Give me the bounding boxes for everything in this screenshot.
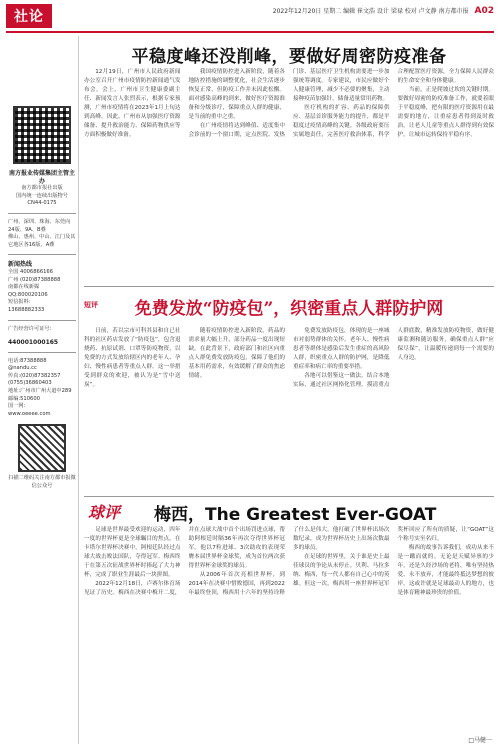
paragraph: 当前，正是爬坡过坎的关键时期。要做好周密的防疫准备工作，就要着眼于平稳度峰，把有限的医疗资源用在最需要的地方，让重症患者得到及时救治，让老人儿童等重点人群得到有效保护，让城市运转保持平稳有序。 bbox=[397, 87, 494, 138]
paragraph: 各地可以借鉴这一做法，结合本地实际，通过社区网格化管理，摸清重点人群底数，精准发放防疫物资，做好健康监测和随访服务，确保重点人群“应保尽保”，让温暖传递到每一个需要的人身边。 bbox=[293, 328, 494, 388]
paragraph: 足球是世界最受欢迎的运动，四年一度的世界杯更是全球瞩目的焦点。在卡塔尔世界杯决赛中，阿根廷队经过点球大战击败法国队，夺得冠军。梅西终于在第五次征战世界杯时捧起了大力神杯，完成了职业生涯最后一块拼图。 bbox=[84, 527, 181, 578]
section-divider bbox=[84, 286, 494, 287]
hotline-line: 13688882333 bbox=[8, 306, 45, 313]
article-3-kicker: 球评 bbox=[88, 503, 121, 522]
article-1-title: 平稳度峰还没削峰，要做好周密防疫准备 bbox=[131, 47, 447, 67]
section-divider bbox=[84, 496, 494, 497]
contact-line: @nandu.cc bbox=[8, 365, 37, 372]
article-2-title: 免费发放“防疫包”，织密重点人群防护网 bbox=[134, 299, 444, 319]
contact-line: 传真:(020)87382357 bbox=[8, 372, 61, 379]
cn-line: 国内统一连续出版物号 CN44-0175 bbox=[16, 192, 68, 207]
paragraph: 在足球的世界里，关于谁是史上最佳球员的争论从未停止。贝利、马拉多纳、梅西，每一代人都有自己心中的英雄。但这一次，梅西用一座世界杯冠军奖杯回应了所有的质疑，让“GOAT”这个称号实至名归。 bbox=[293, 527, 494, 587]
dateline bbox=[273, 6, 494, 16]
header-rule bbox=[6, 31, 494, 33]
date-text: 2022年12月20日 星期二 编辑 崔文浩 设计 梁禄 校对 卢文静 南方都市报 bbox=[272, 8, 469, 15]
hotline-line: 广州 (020)87388888 bbox=[8, 276, 61, 283]
article-3-byline: □马健一 bbox=[468, 737, 492, 744]
article-2-body bbox=[84, 327, 494, 487]
hotline-title: 新闻热线 bbox=[8, 261, 33, 269]
paragraph: 免费发放防疫包，体现的是一座城市对弱势群体的关怀。老年人、慢性病患者等群体是感染后发生重症的高风险人群，织密重点人群的防护网，是降低重症率和病亡率的重要举措。 bbox=[293, 328, 390, 370]
section-logo: 社论 bbox=[6, 4, 52, 28]
hotline-info bbox=[6, 261, 78, 314]
article-1-body bbox=[84, 68, 494, 140]
article-3-title: 梅西，The Greatest Ever-GOAT bbox=[154, 505, 437, 525]
divider bbox=[8, 352, 76, 353]
wechat-qr-icon bbox=[18, 424, 66, 472]
paragraph: 梅西的故事告诉我们，成功从来不是一蹴而就的。无论是天赋异禀的少年，还是久经沙场的老将，唯有坚持热爱、永不放弃，才能最终抵达梦想的彼岸。这或许就是足球最动人的地方，也是体育精神最珍贵的价值。 bbox=[397, 545, 494, 596]
qr-code-icon bbox=[13, 106, 71, 164]
publisher-info bbox=[6, 170, 78, 208]
article-3-body bbox=[84, 526, 494, 742]
article-2 bbox=[84, 290, 494, 492]
contact-line: 邮编:510600 bbox=[8, 395, 40, 402]
divider bbox=[8, 213, 76, 214]
hotline-line: 短信报料: bbox=[8, 299, 31, 306]
divider bbox=[8, 254, 76, 255]
page-header bbox=[0, 0, 500, 34]
article-1 bbox=[84, 68, 494, 283]
hotline-line: 南都在线新媒QQ:800020106 bbox=[8, 284, 48, 298]
main-content bbox=[84, 38, 494, 744]
cities-line: 广州、深圳、珠海、东莞向24版、9A、B叠 bbox=[8, 218, 71, 233]
masthead-sidebar bbox=[6, 36, 79, 744]
ad-number: 440001000165 bbox=[8, 339, 59, 347]
hotline-line: 全国 4006866166 bbox=[8, 268, 54, 275]
article-2-tag: 短评 bbox=[84, 301, 98, 309]
contact-info bbox=[6, 358, 78, 419]
paragraph: 医疗机构的扩容、药品的保障供应、基层首诊服务能力的提升，都是平稳度过疫情高峰的关键。各级政府要压实属地责任，完善医疗救治体系，科学合理配置医疗资源，全力保障人民群众的生命安全和身体健康。 bbox=[293, 69, 494, 138]
contact-line: 电话:87388888 bbox=[8, 357, 47, 364]
paragraph: 随着疫情防控进入新阶段，药品的需求量大幅上升，部分药品一度出现短缺。在此背景下，政府部门和社区向重点人群免费发放防疫包，保障了他们的基本用药需求，有效缓解了群众的焦虑情绪。 bbox=[188, 328, 285, 379]
page-number: A02 bbox=[474, 6, 494, 16]
paragraph: 2022年12月18日，卢赛尔体育场见证了历史。梅西在决赛中梅开二度，并在点球大战中首个出场罚进点球，帮助阿根廷时隔36年再次夺得世界杯冠军。他以7粒进球、3次助攻的表现荣膺本届世界杯金球奖，成为首位两次获得世界杯金球奖的球员。 bbox=[84, 527, 285, 596]
article-3 bbox=[84, 500, 494, 744]
ad-license-info bbox=[6, 326, 78, 347]
paragraph: 12月19日，广州市人民政府新闻办公室召开广州市疫情防控新闻通气发布会。会上，广州市卫生健康委副主任、新闻发言人张烈表示，根据专家预测，广州市疫情将在2023年1月上旬达到高峰。因此，广州市从加强医疗资源储备、提升救治能力、保障药物供应等方面积极做好准备。 bbox=[84, 69, 181, 138]
contact-line: www.oeeee.com bbox=[8, 410, 51, 417]
paragraph: 我国疫情防控进入新阶段，随着各地防控措施的调整优化，社会生活逐步恢复正常，但防疫工作并未因此松懈。面对感染高峰的到来，做好医疗资源准备和分级诊疗，保障重点人群的健康，是当前的重中之重。 bbox=[188, 69, 285, 120]
org-line: 南方报业传媒集团主管主办 bbox=[8, 170, 75, 185]
paragraph: 从2006年首次亮相世界杯，到2014年在决赛中惜败德国，再到2022年最终登顶，梅西用十六年的坚持诠释了什么是伟大。他打破了世界杯出场次数纪录，成为世界杯历史上出场次数最多的球员。 bbox=[188, 527, 390, 596]
contact-line: 国一网: bbox=[8, 403, 26, 410]
ad-title: 广告经营许可证号: bbox=[8, 325, 52, 332]
paper-line: 南方都市报社出版 bbox=[21, 185, 63, 192]
contact-line: 地址:广州市广州大道中289 bbox=[8, 388, 72, 395]
distribution-info bbox=[6, 219, 78, 249]
paragraph: 日前，若以宗市可科其县和自已社科的社区药店发放了“防疫包”，包含退烧药、抗原试剂、口罩等防疫物资，以免费的方式发放给辖区内的老年人、孕妇、慢性病患者等重点人群。这一举措受到群众的欢迎，被认为是“雪中送炭”。 bbox=[84, 328, 181, 388]
contact-line: (0755)36860403 bbox=[8, 380, 52, 387]
qr-note: 扫描二维码关注南方都市报微信公众号 bbox=[8, 475, 76, 490]
paragraph: 在广州疫情将达到峰值、适度集中会诊前的一个窗口期，定点医院、发热门诊、基层医疗卫生机构需要进一步加强统筹调度。专家建议，市民应做好个人健康管理，减少不必要的聚集，主动接种疫苗加强针，储备适量常用药物。 bbox=[188, 69, 390, 138]
cities-line-2: 佛山、惠州、中山、江门及其它地区各16版、A叠 bbox=[8, 234, 76, 248]
divider bbox=[8, 320, 76, 321]
